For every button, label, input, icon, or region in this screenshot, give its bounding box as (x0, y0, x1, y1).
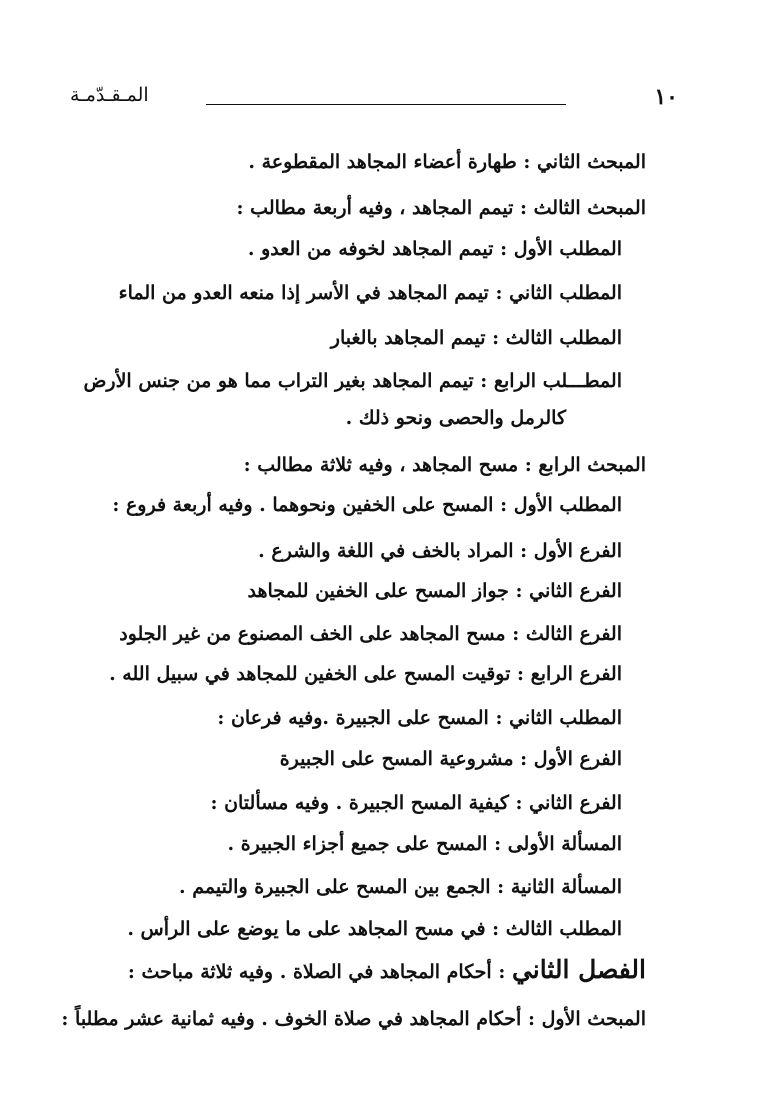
toc-line: الفرع الثاني : جواز المسح على الخفين للمجاهد (247, 580, 622, 602)
toc-line: المطلب الثاني : تيمم المجاهد في الأسر إذا منعه العدو من الماء (118, 282, 622, 304)
toc-line: المطلب الثالث : تيمم المجاهد بالغبار (330, 327, 622, 349)
running-title: المـقـدّمـة (70, 84, 149, 106)
toc-line (127, 955, 646, 984)
toc-line: المسألة الأولى : المسح على جميع أجزاء الجبيرة . (227, 833, 622, 855)
toc-line: الفرع الأول : المراد بالخف في اللغة والشرع . (258, 540, 622, 562)
chapter-heading-rest: : أحكام المجاهد في الصلاة . وفيه ثلاثة مباحث : (127, 961, 512, 983)
toc-line: الفرع الثاني : كيفية المسح الجبيرة . وفيه مسألتان : (210, 792, 622, 814)
toc-line: المطلب الثالث : في مسح المجاهد على ما يوضع على الرأس . (127, 918, 622, 940)
header-rule (206, 104, 566, 105)
toc-line: كالرمل والحصى ونحو ذلك . (345, 407, 566, 429)
toc-line: الفرع الثالث : مسح المجاهد على الخف المصنوع من غير الجلود (119, 623, 622, 645)
toc-line: المسألة الثانية : الجمع بين المسح على الجبيرة والتيمم . (179, 876, 622, 898)
toc-line: المطـــلب الرابع : تيمم المجاهد بغير التراب مما هو من جنس الأرض (83, 370, 622, 392)
toc-line: المبحث الثاني : طهارة أعضاء المجاهد المقطوعة . (248, 151, 646, 173)
toc-line: المبحث الثالث : تيمم المجاهد ، وفيه أربعة مطالب : (236, 197, 646, 219)
toc-line: الفرع الأول : مشروعية المسح على الجبيرة (279, 748, 622, 770)
chapter-heading: الفصل الثاني (511, 955, 646, 984)
toc-line: المبحث الأول : أحكام المجاهد في صلاة الخوف . وفيه ثمانية عشر مطلباً : (61, 1008, 646, 1030)
page-number: ١٠ (654, 84, 678, 110)
toc-line: المبحث الرابع : مسح المجاهد ، وفيه ثلاثة مطالب : (243, 454, 646, 476)
toc-line: المطلب الأول : تيمم المجاهد لخوفه من العدو . (247, 238, 622, 260)
toc-line: الفرع الرابع : توقيت المسح على الخفين للمجاهد في سبيل الله . (109, 663, 622, 685)
toc-line: المطلب الأول : المسح على الخفين ونحوهما . وفيه أربعة فروع : (112, 494, 622, 516)
page-header (70, 82, 678, 116)
toc-line: المطلب الثاني : المسح على الجبيرة .وفيه فرعان : (217, 707, 622, 729)
